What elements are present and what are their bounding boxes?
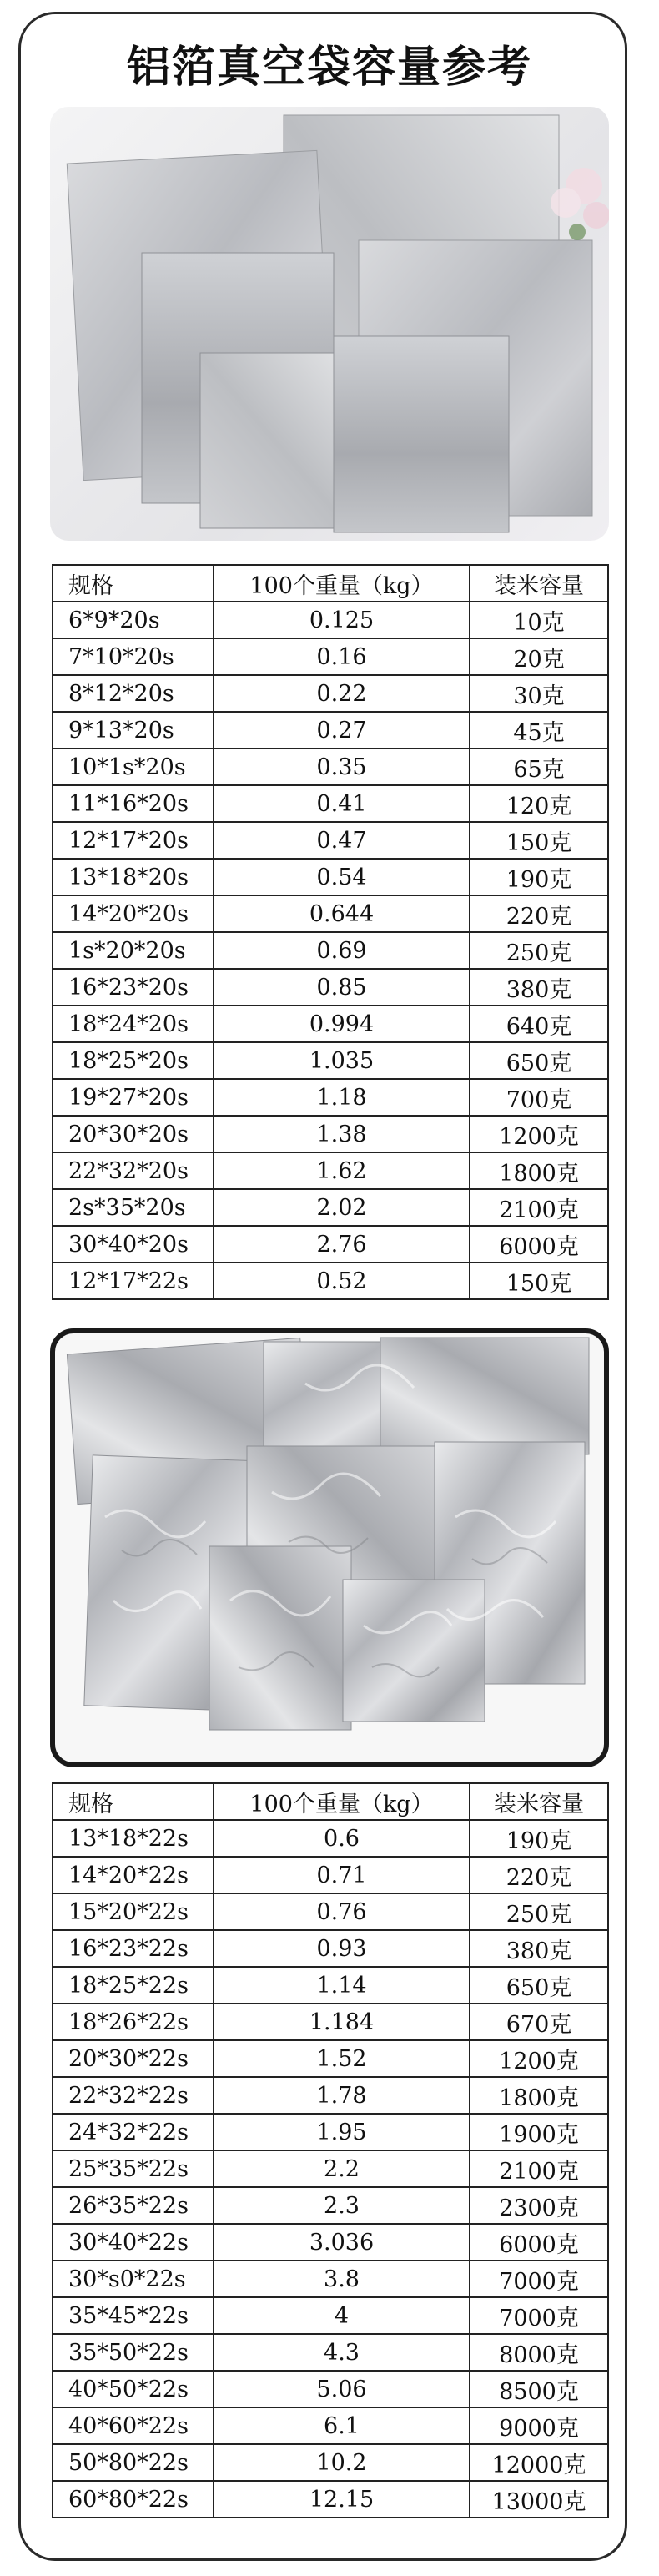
table-row (53, 2187, 608, 2224)
table-row (53, 712, 608, 749)
table-header-row (53, 565, 608, 602)
capacity-cell: 1200克 (470, 2040, 608, 2077)
table-row (53, 2297, 608, 2334)
spec-cell: 1s*20*20s (53, 932, 214, 969)
spec-cell: 14*20*22s (53, 1857, 214, 1893)
capacity-table-2-body (53, 1783, 608, 2518)
spec-cell: 8*12*20s (53, 675, 214, 712)
spec-cell: 13*18*22s (53, 1820, 214, 1857)
spec-cell: 22*32*20s (53, 1152, 214, 1189)
table-row (53, 2004, 608, 2040)
weight-cell: 2.76 (214, 1226, 470, 1263)
weight-cell: 0.994 (214, 1006, 470, 1042)
table-row (53, 1226, 608, 1263)
spec-cell: 10*1s*20s (53, 749, 214, 785)
weight-cell: 1.52 (214, 2040, 470, 2077)
spec-cell: 40*50*22s (53, 2371, 214, 2407)
capacity-cell: 250克 (470, 1893, 608, 1930)
table-row (53, 1116, 608, 1152)
capacity-cell: 670克 (470, 2004, 608, 2040)
table-row (53, 675, 608, 712)
table-row (53, 859, 608, 895)
capacity-table-1 (52, 564, 609, 1300)
foil-bags-illustration (50, 107, 609, 541)
spec-cell: 13*18*20s (53, 859, 214, 895)
table-row (53, 2371, 608, 2407)
weight-cell: 1.18 (214, 1079, 470, 1116)
table-row (53, 2224, 608, 2261)
column-header: 100个重量（kg） (214, 565, 470, 602)
table-row (53, 969, 608, 1006)
spec-cell: 16*23*20s (53, 969, 214, 1006)
spec-cell: 11*16*20s (53, 785, 214, 822)
weight-cell: 4 (214, 2297, 470, 2334)
capacity-cell: 380克 (470, 969, 608, 1006)
weight-cell: 1.38 (214, 1116, 470, 1152)
spec-cell: 30*40*20s (53, 1226, 214, 1263)
table-row (53, 2150, 608, 2187)
capacity-cell: 2100克 (470, 1189, 608, 1226)
capacity-cell: 650克 (470, 1967, 608, 2004)
table-row (53, 2481, 608, 2518)
weight-cell: 0.47 (214, 822, 470, 859)
weight-cell: 1.14 (214, 1967, 470, 2004)
spec-cell: 9*13*20s (53, 712, 214, 749)
table-row (53, 1857, 608, 1893)
weight-cell: 0.16 (214, 638, 470, 675)
spec-cell: 20*30*20s (53, 1116, 214, 1152)
column-header: 100个重量（kg） (214, 1783, 470, 1820)
table-row (53, 822, 608, 859)
table-row (53, 2040, 608, 2077)
capacity-cell: 150克 (470, 822, 608, 859)
table-row (53, 932, 608, 969)
capacity-cell: 30克 (470, 675, 608, 712)
capacity-cell: 190克 (470, 1820, 608, 1857)
weight-cell: 4.3 (214, 2334, 470, 2371)
spec-cell: 30*40*22s (53, 2224, 214, 2261)
weight-cell: 1.035 (214, 1042, 470, 1079)
spec-cell: 40*60*22s (53, 2407, 214, 2444)
spec-cell: 30*s0*22s (53, 2261, 214, 2297)
weight-cell: 2.02 (214, 1189, 470, 1226)
weight-cell: 0.54 (214, 859, 470, 895)
capacity-cell: 1800克 (470, 2077, 608, 2114)
spec-cell: 14*20*20s (53, 895, 214, 932)
table-row (53, 1042, 608, 1079)
capacity-cell: 7000克 (470, 2261, 608, 2297)
table-row (53, 638, 608, 675)
spec-cell: 35*50*22s (53, 2334, 214, 2371)
capacity-cell: 640克 (470, 1006, 608, 1042)
capacity-cell: 1800克 (470, 1152, 608, 1189)
weight-cell: 2.3 (214, 2187, 470, 2224)
spec-cell: 20*30*22s (53, 2040, 214, 2077)
capacity-cell: 250克 (470, 932, 608, 969)
table-header-row (53, 1783, 608, 1820)
spec-cell: 6*9*20s (53, 602, 214, 638)
column-header: 装米容量 (470, 565, 608, 602)
capacity-cell: 45克 (470, 712, 608, 749)
table-row (53, 1820, 608, 1857)
spec-cell: 24*32*22s (53, 2114, 214, 2150)
weight-cell: 0.76 (214, 1893, 470, 1930)
weight-cell: 0.69 (214, 932, 470, 969)
capacity-table-1-body (53, 565, 608, 1299)
capacity-cell: 8000克 (470, 2334, 608, 2371)
table-row (53, 1189, 608, 1226)
capacity-cell: 700克 (470, 1079, 608, 1116)
weight-cell: 10.2 (214, 2444, 470, 2481)
capacity-cell: 12000克 (470, 2444, 608, 2481)
weight-cell: 0.52 (214, 1263, 470, 1299)
table-row (53, 1079, 608, 1116)
weight-cell: 3.8 (214, 2261, 470, 2297)
foil-bags-photo (50, 107, 609, 541)
table-row (53, 749, 608, 785)
weight-cell: 6.1 (214, 2407, 470, 2444)
capacity-cell: 2300克 (470, 2187, 608, 2224)
capacity-table-2 (52, 1782, 609, 2518)
weight-cell: 1.62 (214, 1152, 470, 1189)
capacity-cell: 9000克 (470, 2407, 608, 2444)
spec-cell: 35*45*22s (53, 2297, 214, 2334)
table-row (53, 2334, 608, 2371)
spec-cell: 12*17*20s (53, 822, 214, 859)
weight-cell: 0.93 (214, 1930, 470, 1967)
capacity-cell: 650克 (470, 1042, 608, 1079)
weight-cell: 12.15 (214, 2481, 470, 2518)
capacity-cell: 2100克 (470, 2150, 608, 2187)
weight-cell: 0.22 (214, 675, 470, 712)
spec-cell: 60*80*22s (53, 2481, 214, 2518)
spec-cell: 26*35*22s (53, 2187, 214, 2224)
capacity-cell: 190克 (470, 859, 608, 895)
table-row (53, 1263, 608, 1299)
weight-cell: 1.95 (214, 2114, 470, 2150)
spec-cell: 18*25*22s (53, 1967, 214, 2004)
capacity-cell: 20克 (470, 638, 608, 675)
weight-cell: 0.6 (214, 1820, 470, 1857)
weight-cell: 3.036 (214, 2224, 470, 2261)
page-title: 铝箔真空袋容量参考 (126, 43, 532, 93)
table-row (53, 1006, 608, 1042)
table-row (53, 1152, 608, 1189)
capacity-cell: 120克 (470, 785, 608, 822)
capacity-cell: 380克 (470, 1930, 608, 1967)
weight-cell: 0.644 (214, 895, 470, 932)
spec-cell: 2s*35*20s (53, 1189, 214, 1226)
table-row (53, 2114, 608, 2150)
table-row (53, 602, 608, 638)
spec-cell: 19*27*20s (53, 1079, 214, 1116)
weight-cell: 0.125 (214, 602, 470, 638)
capacity-cell: 220克 (470, 1857, 608, 1893)
column-header: 规格 (53, 1783, 214, 1820)
weight-cell: 0.27 (214, 712, 470, 749)
capacity-cell: 1200克 (470, 1116, 608, 1152)
table-row (53, 2077, 608, 2114)
capacity-cell: 10克 (470, 602, 608, 638)
weight-cell: 5.06 (214, 2371, 470, 2407)
table-row (53, 2444, 608, 2481)
table-row (53, 2261, 608, 2297)
table-row (53, 2407, 608, 2444)
spec-cell: 7*10*20s (53, 638, 214, 675)
column-header: 装米容量 (470, 1783, 608, 1820)
table-row (53, 1967, 608, 2004)
spec-cell: 50*80*22s (53, 2444, 214, 2481)
table-row (53, 785, 608, 822)
spec-cell: 18*26*22s (53, 2004, 214, 2040)
spec-cell: 12*17*22s (53, 1263, 214, 1299)
weight-cell: 0.85 (214, 969, 470, 1006)
capacity-cell: 6000克 (470, 1226, 608, 1263)
capacity-cell: 6000克 (470, 2224, 608, 2261)
weight-cell: 2.2 (214, 2150, 470, 2187)
weight-cell: 1.184 (214, 2004, 470, 2040)
capacity-cell: 8500克 (470, 2371, 608, 2407)
capacity-cell: 65克 (470, 749, 608, 785)
table-row (53, 1930, 608, 1967)
capacity-cell: 7000克 (470, 2297, 608, 2334)
column-header: 规格 (53, 565, 214, 602)
weight-cell: 1.78 (214, 2077, 470, 2114)
spec-cell: 18*25*20s (53, 1042, 214, 1079)
weight-cell: 0.35 (214, 749, 470, 785)
table-row (53, 895, 608, 932)
weight-cell: 0.71 (214, 1857, 470, 1893)
weight-cell: 0.41 (214, 785, 470, 822)
spec-cell: 15*20*22s (53, 1893, 214, 1930)
capacity-cell: 1900克 (470, 2114, 608, 2150)
capacity-cell: 220克 (470, 895, 608, 932)
spec-cell: 18*24*20s (53, 1006, 214, 1042)
vacuum-bags-illustration (55, 1333, 604, 1762)
vacuum-bags-photo (50, 1328, 609, 1767)
table-row (53, 1893, 608, 1930)
capacity-cell: 13000克 (470, 2481, 608, 2518)
spec-cell: 25*35*22s (53, 2150, 214, 2187)
capacity-cell: 150克 (470, 1263, 608, 1299)
spec-cell: 16*23*22s (53, 1930, 214, 1967)
spec-cell: 22*32*22s (53, 2077, 214, 2114)
